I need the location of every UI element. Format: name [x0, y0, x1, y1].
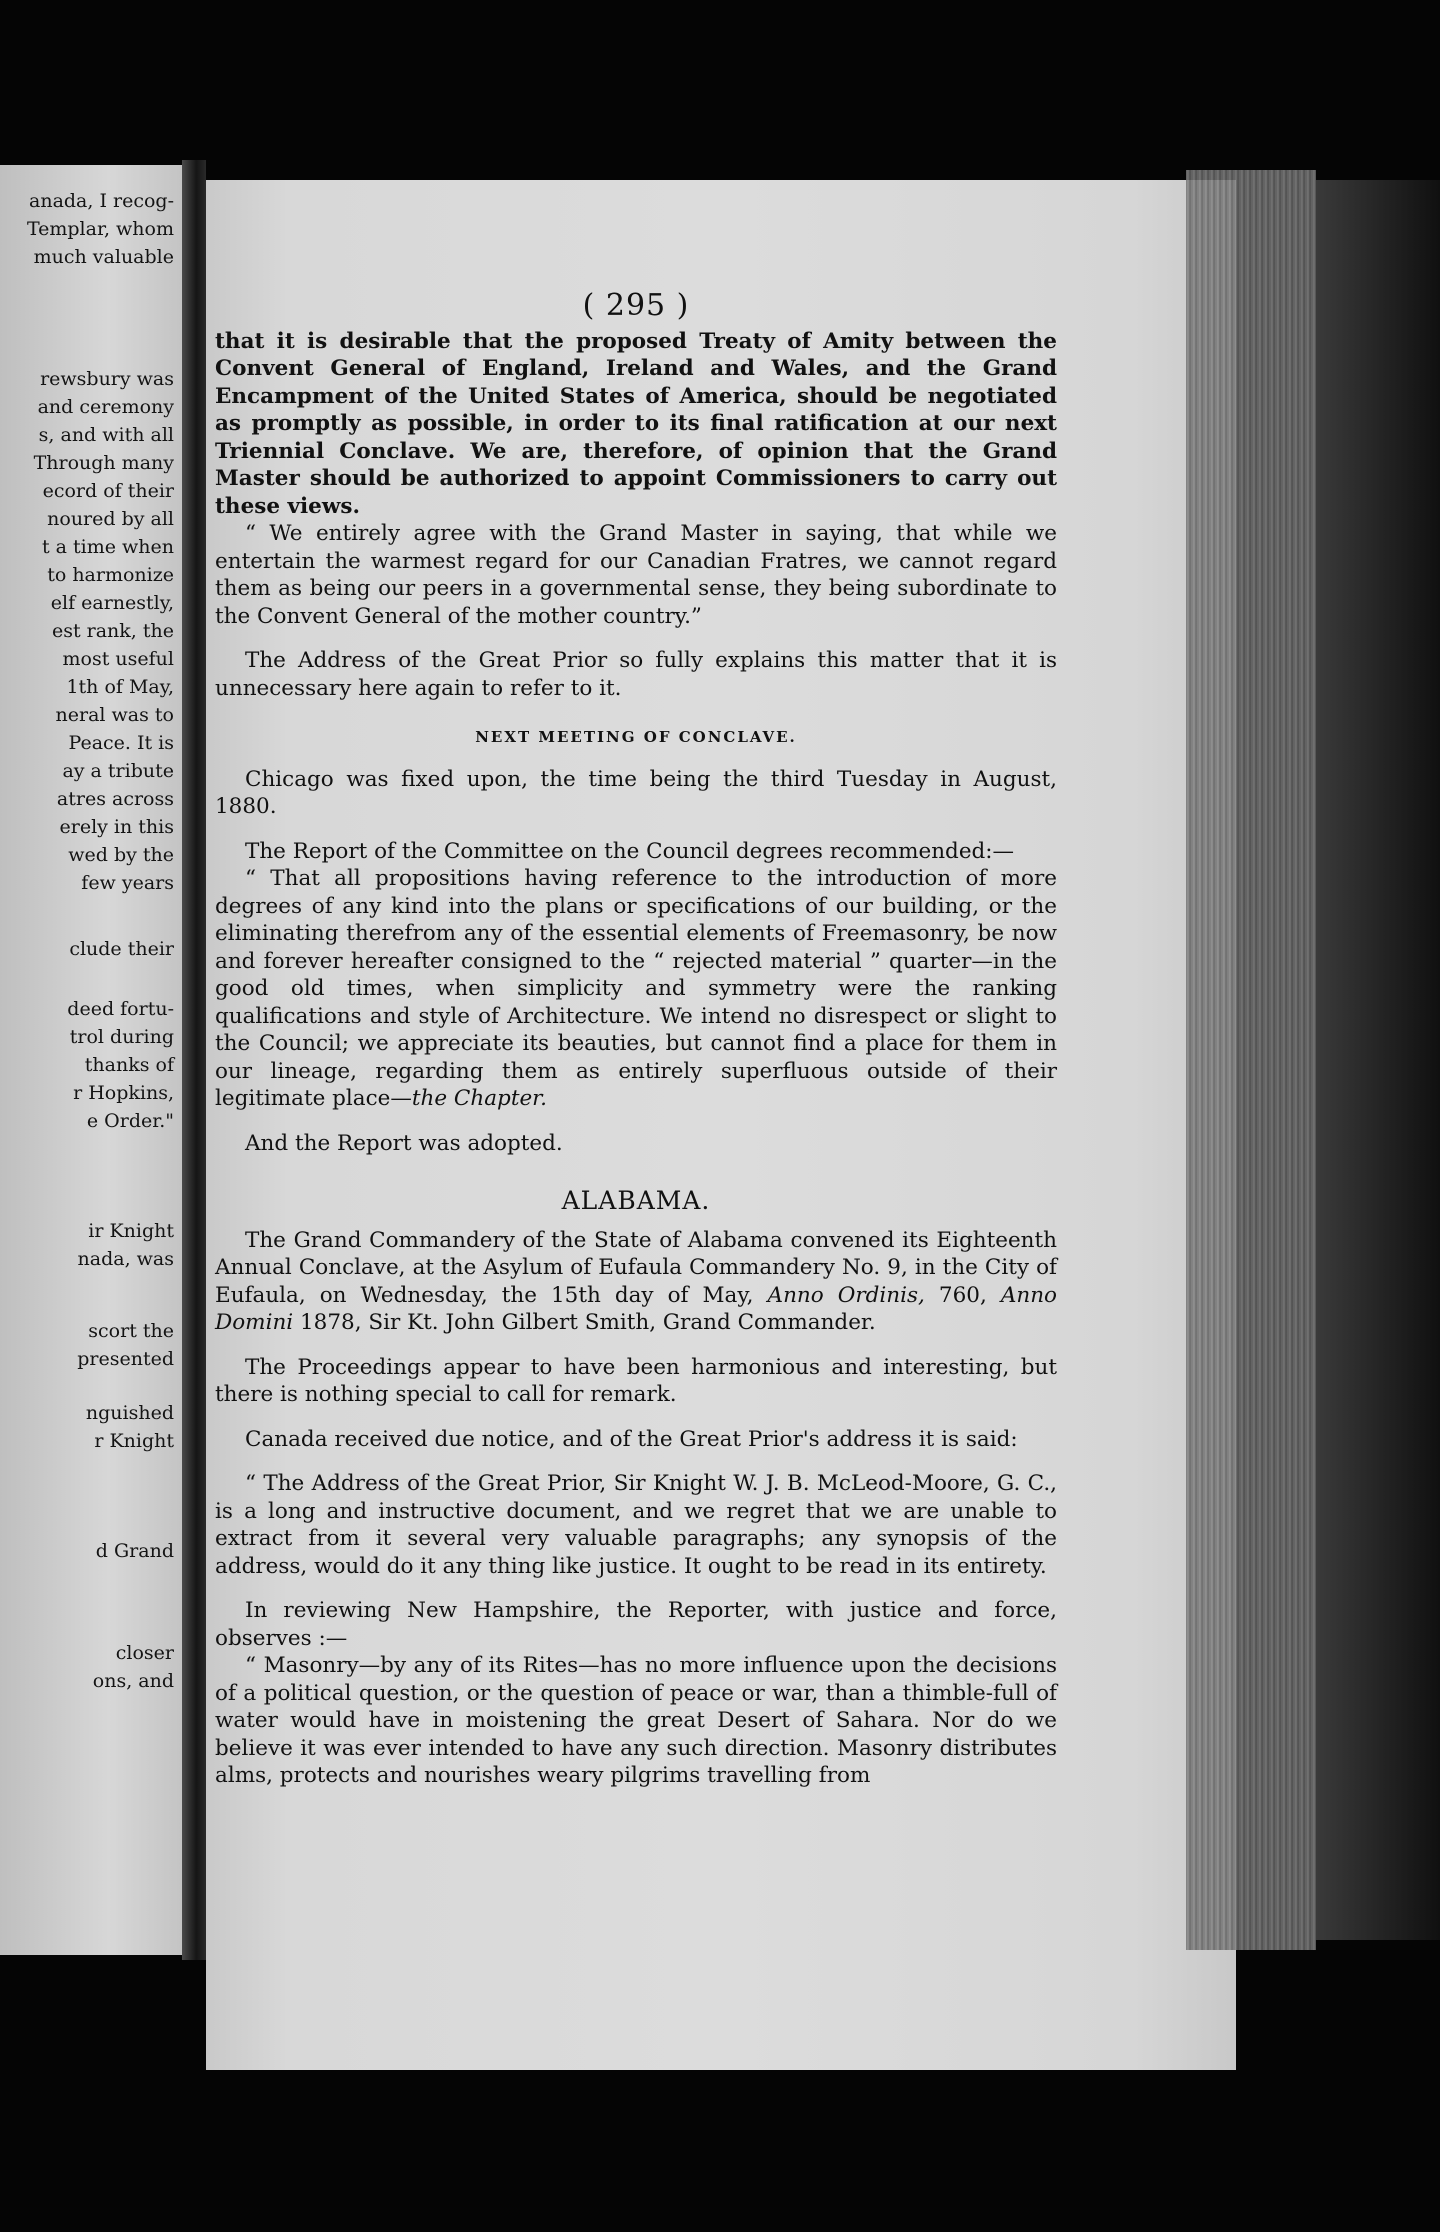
previous-page-line: atres across: [56, 788, 174, 810]
paragraph-report-adopted: And the Report was adopted.: [245, 1130, 563, 1156]
paragraph-address: The Address of the Great Prior so fully explains this matter that it is unnecessary here again to refer to it.: [215, 648, 1057, 701]
previous-page-line: Through many: [33, 452, 174, 474]
paragraph-canada-notice: Canada received due notice, and of the Great Prior's address it is said:: [245, 1426, 1018, 1452]
heading-next-meeting: NEXT MEETING OF CONCLAVE.: [475, 728, 797, 746]
book-edge-shadow: [1316, 180, 1440, 1940]
page-text: [215, 288, 1057, 1790]
previous-page-fragment: [0, 165, 182, 1955]
previous-page-line: deed fortu-: [67, 998, 174, 1020]
quote-canadian-fratres: “ We entirely agree with the Grand Master in saying, that while we entertain the warmest regard for our Canadian Fratres, we cannot regard them as being our peers in a governmental sense, they being subordinate to the Convent General of the mother country.”: [215, 521, 1057, 629]
previous-page-line: ons, and: [92, 1670, 174, 1692]
previous-page-line: 1th of May,: [66, 676, 174, 698]
previous-page-line: trol during: [69, 1026, 174, 1048]
previous-page-line: anada, I recog-: [29, 190, 174, 212]
alabama-text-c: 1878, Sir Kt. John Gilbert Smith, Grand Commander.: [293, 1310, 876, 1335]
previous-page-line: few years: [81, 872, 174, 894]
previous-page-line: presented: [77, 1348, 174, 1370]
quote-council-degrees-text: “ That all propositions having reference to the introduction of more degrees of any kind into the plans or specifications of our building, or the eliminating therefrom any of the essential elements of Freemasonry, be now and forever hereafter consigned to the “ rejected material ” quarter—in the good old times, when simplicity and symmetry were the ranking qualifications and style of Architecture. We intend no disrespect or slight to the Council; we appreciate its beauties, but cannot find a place for them in our lineage, regarding them as entirely superfluous outside of their legitimate place—: [215, 866, 1057, 1111]
previous-page-line: r Knight: [94, 1430, 174, 1452]
previous-page-line: Peace. It is: [68, 732, 174, 754]
quote-masonry: “ Masonry—by any of its Rites—has no more influence upon the decisions of a political question, or the question of peace or war, than a thimble-full of water would have in moistening the great Desert of Sahara. Nor do we believe it was ever intended to have any such direction. Masonry distributes alms, protects and nourishes weary pilgrims travelling from: [215, 1653, 1057, 1788]
quote-council-degrees-italic: the Chapter.: [411, 1086, 547, 1111]
quote-great-prior-address: “ The Address of the Great Prior, Sir Knight W. J. B. McLeod-Moore, G. C., is a long and instructive document, and we regret that we are unable to extract from it several very valuable paragraphs; any synopsis of the address, would do it any thing like justice. It ought to be read in its entirety.: [215, 1471, 1057, 1579]
page-number: ( 295 ): [582, 288, 690, 323]
paragraph-treaty: that it is desirable that the proposed Treaty of Amity between the Convent General of England, Ireland and Wales, and the Grand Encampment of the United States of America, should be negotiated as promptly as possible, in order to its final ratification at our next Triennial Conclave. We are, therefore, of opinion that the Grand Master should be authorized to appoint Commissioners to carry out these views.: [215, 328, 1057, 519]
previous-page-line: neral was to: [55, 704, 174, 726]
book-spine: [182, 160, 206, 1960]
previous-page-line: ecord of their: [42, 480, 174, 502]
heading-alabama: ALABAMA.: [561, 1186, 711, 1215]
paragraph-alabama-conclave: [215, 1227, 1057, 1337]
previous-page-line: r Hopkins,: [73, 1082, 174, 1104]
previous-page-line: nada, was: [77, 1248, 174, 1270]
previous-page-line: ay a tribute: [62, 760, 174, 782]
previous-page-line: d Grand: [95, 1540, 174, 1562]
previous-page-line: e Order.": [86, 1110, 174, 1132]
previous-page-line: to harmonize: [47, 564, 174, 586]
previous-page-line: closer: [115, 1642, 174, 1664]
alabama-text-b: 760,: [924, 1282, 1001, 1308]
previous-page-line: erely in this: [59, 816, 174, 838]
previous-page-line: s, and with all: [38, 424, 174, 446]
paragraph-proceedings: The Proceedings appear to have been harmonious and interesting, but there is nothing special to call for remark.: [215, 1354, 1057, 1407]
paragraph-new-hampshire: In reviewing New Hampshire, the Reporter, with justice and force, observes :—: [215, 1598, 1057, 1651]
previous-page-line: nguished: [85, 1402, 174, 1424]
quote-council-degrees: [215, 865, 1057, 1113]
previous-page-line: and ceremony: [37, 396, 174, 418]
paragraph-chicago: Chicago was fixed upon, the time being the third Tuesday in August, 1880.: [215, 766, 1057, 819]
alabama-italic-anno-ordinis: Anno Ordinis,: [767, 1282, 925, 1308]
page-edges: [1186, 170, 1316, 1950]
previous-page-line: most useful: [62, 648, 174, 670]
alabama-italic-anno-domini: Anno Domini: [215, 1282, 1057, 1335]
previous-page-line: est rank, the: [51, 620, 174, 642]
paragraph-committee-report: The Report of the Committee on the Council degrees recommended:—: [245, 838, 1015, 864]
previous-page-line: thanks of: [84, 1054, 174, 1076]
previous-page-line: wed by the: [68, 844, 174, 866]
previous-page-line: clude their: [69, 938, 174, 960]
previous-page-line: noured by all: [47, 508, 174, 530]
alabama-text-a: The Grand Commandery of the State of Alabama convened its Eighteenth Annual Conclave, at the Asylum of Eufaula Commandery No. 9, in the City of Eufaula, on Wednesday, the 15th day of May,: [215, 1227, 1057, 1308]
previous-page-line: rewsbury was: [40, 368, 174, 390]
previous-page-line: Templar, whom: [26, 218, 174, 240]
previous-page-line: scort the: [88, 1320, 174, 1342]
previous-page-line: elf earnestly,: [50, 592, 174, 614]
previous-page-line: ir Knight: [88, 1220, 174, 1242]
previous-page-line: much valuable: [33, 246, 174, 268]
previous-page-line: t a time when: [41, 536, 174, 558]
